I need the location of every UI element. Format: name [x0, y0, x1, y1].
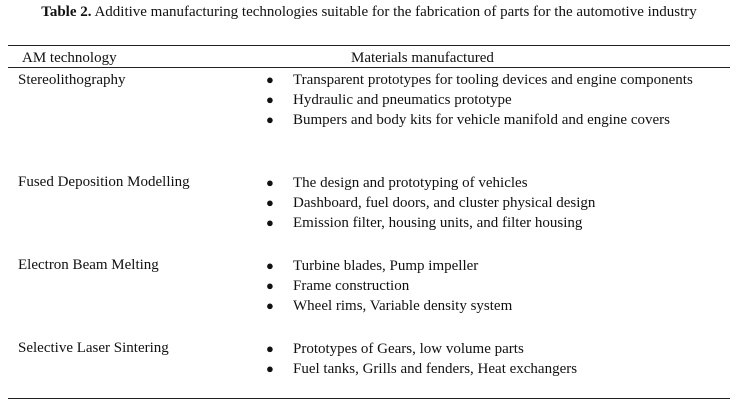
- list-item: ● Bumpers and body kits for vehicle manifold and engine covers: [266, 112, 670, 128]
- list-item: ● Frame construction: [266, 278, 410, 294]
- bullet-icon: ●: [266, 195, 274, 210]
- list-item: ● Transparent prototypes for tooling devices and engine components: [266, 72, 693, 88]
- bullet-icon: ●: [266, 361, 274, 376]
- table-caption-text: Additive manufacturing technologies suitable for the fabrication of parts for the automotive industry: [94, 4, 697, 20]
- list-item: ● Dashboard, fuel doors, and cluster physical design: [266, 195, 596, 211]
- technology-cell: Stereolithography: [18, 72, 126, 88]
- list-item: ● Turbine blades, Pump impeller: [266, 258, 479, 274]
- column-header-materials: Materials manufactured: [351, 50, 494, 66]
- list-item: ● Emission filter, housing units, and filter housing: [266, 215, 583, 231]
- table-caption: [8, 2, 730, 22]
- list-item: ● Fuel tanks, Grills and fenders, Heat exchangers: [266, 361, 578, 377]
- list-item: ● The design and prototyping of vehicles: [266, 175, 528, 191]
- bullet-icon: ●: [266, 112, 274, 127]
- materials-list: [260, 256, 718, 316]
- list-item: ● Wheel rims, Variable density system: [266, 298, 513, 314]
- table-top-rule: [8, 45, 730, 46]
- bullet-icon: ●: [266, 258, 274, 273]
- materials-list: [260, 70, 718, 130]
- technology-cell: Fused Deposition Modelling: [18, 174, 190, 190]
- bullet-icon: ●: [266, 278, 274, 293]
- bullet-icon: ●: [266, 215, 274, 230]
- technology-cell: Selective Laser Sintering: [18, 340, 169, 356]
- list-item: ● Hydraulic and pneumatics prototype: [266, 92, 512, 108]
- bullet-icon: ●: [266, 298, 274, 313]
- bullet-icon: ●: [266, 92, 274, 107]
- technology-cell: Electron Beam Melting: [18, 257, 159, 273]
- bullet-icon: ●: [266, 72, 274, 87]
- materials-list: [260, 339, 718, 379]
- table-caption-label: Table 2.: [41, 4, 92, 20]
- table-header-rule: [8, 67, 730, 68]
- materials-list: [260, 173, 718, 233]
- table-bottom-rule: [8, 398, 730, 399]
- list-item: ● Prototypes of Gears, low volume parts: [266, 341, 524, 357]
- column-header-technology: AM technology: [22, 50, 117, 66]
- bullet-icon: ●: [266, 175, 274, 190]
- bullet-icon: ●: [266, 341, 274, 356]
